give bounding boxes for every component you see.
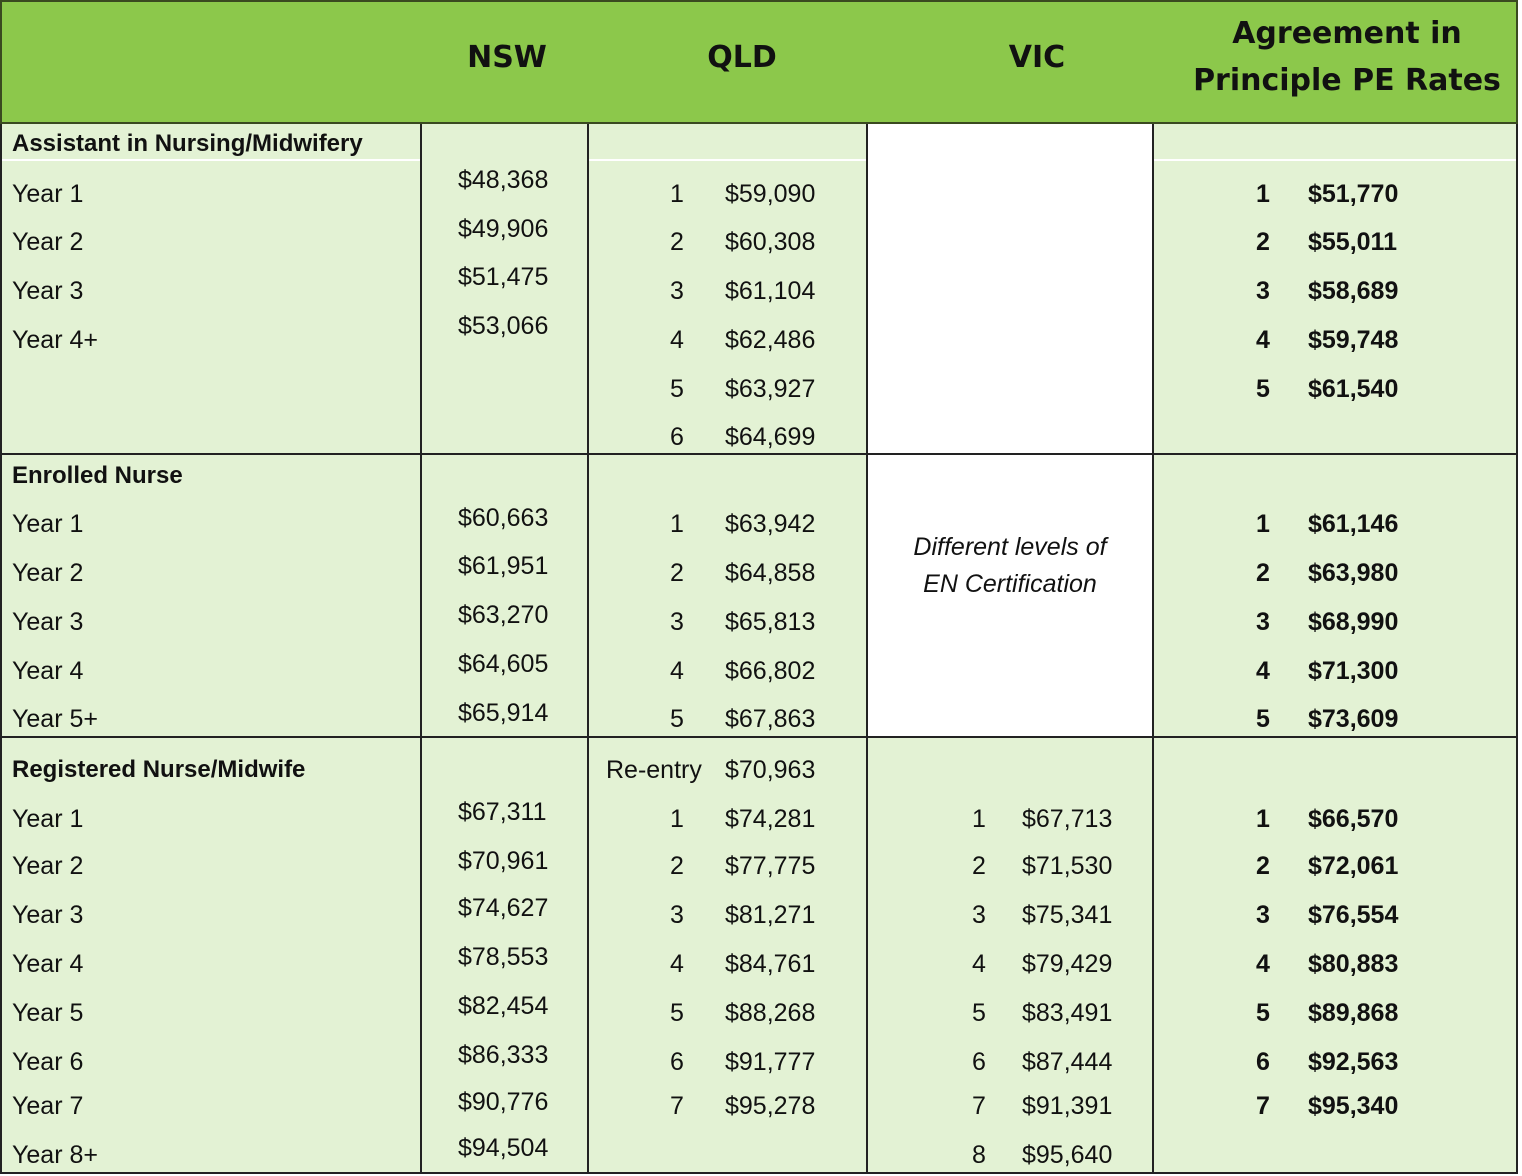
nsw-rate: $74,627 [458,894,549,922]
nsw-rate: $51,475 [458,263,549,291]
aip-rate: $63,980 [1308,559,1399,587]
nsw-rate: $53,066 [458,312,549,340]
aip-step: 2 [1256,228,1270,256]
grid-line [0,1172,1518,1174]
vic-step: 3 [972,901,986,929]
qld-rate: $84,761 [725,950,816,978]
aip-rate: $76,554 [1308,901,1399,929]
nsw-rate: $82,454 [458,992,549,1020]
grid-line [0,453,1518,455]
aip-rate: $61,146 [1308,510,1399,538]
aip-step: 4 [1256,950,1270,978]
grid-line [0,124,2,1174]
qld-rate: $77,775 [725,852,816,880]
grid-line [1152,124,1154,1174]
nsw-rate: $86,333 [458,1041,549,1069]
year-label: Year 4 [12,657,84,685]
year-label: Year 4 [12,950,84,978]
qld-rate: $64,858 [725,559,816,587]
aip-step: 5 [1256,705,1270,733]
vic-rate: $71,530 [1022,852,1113,880]
aip-step: 2 [1256,852,1270,880]
qld-rate: $81,271 [725,901,816,929]
qld-step: 7 [670,1092,684,1120]
section-title-rn: Registered Nurse/Midwife [12,756,306,783]
qld-step: 2 [670,228,684,256]
qld-step: 3 [670,608,684,636]
header-aip-line2: Principle PE Rates [1193,63,1501,98]
qld-step: 6 [670,423,684,451]
vic-rate: $75,341 [1022,901,1113,929]
aip-rate: $80,883 [1308,950,1399,978]
qld-rate: $64,699 [725,423,816,451]
header-qld: QLD [707,40,777,75]
year-label: Year 3 [12,901,84,929]
year-label: Year 3 [12,277,84,305]
vic-step: 2 [972,852,986,880]
qld-rate: $62,486 [725,326,816,354]
aip-step: 5 [1256,999,1270,1027]
qld-rate: $88,268 [725,999,816,1027]
vic-rate: $95,640 [1022,1141,1113,1169]
qld-step: 1 [670,510,684,538]
ain-title-separator-1 [0,159,420,161]
qld-reentry-label: Re-entry [606,756,702,784]
aip-step: 3 [1256,277,1270,305]
grid-line [587,124,589,1174]
nsw-rate: $94,504 [458,1134,549,1162]
vic-step: 7 [972,1092,986,1120]
qld-rate: $65,813 [725,608,816,636]
aip-rate: $73,609 [1308,705,1399,733]
year-label: Year 1 [12,180,84,208]
aip-rate: $71,300 [1308,657,1399,685]
year-label: Year 6 [12,1048,84,1076]
qld-step: 5 [670,999,684,1027]
nsw-rate: $65,914 [458,699,549,727]
vic-rate: $87,444 [1022,1048,1113,1076]
aip-step: 1 [1256,510,1270,538]
qld-reentry-rate: $70,963 [725,756,816,784]
vic-rate: $83,491 [1022,999,1113,1027]
nsw-rate: $64,605 [458,650,549,678]
aip-step: 4 [1256,326,1270,354]
vic-rate: $67,713 [1022,805,1113,833]
aip-rate: $68,990 [1308,608,1399,636]
grid-line [420,124,422,1174]
qld-rate: $74,281 [725,805,816,833]
vic-step: 8 [972,1141,986,1169]
year-label: Year 5+ [12,705,98,733]
aip-step: 6 [1256,1048,1270,1076]
qld-step: 2 [670,559,684,587]
aip-rate: $89,868 [1308,999,1399,1027]
year-label: Year 2 [12,228,84,256]
year-label: Year 8+ [12,1141,98,1169]
qld-step: 3 [670,901,684,929]
qld-rate: $61,104 [725,277,816,305]
qld-step: 1 [670,805,684,833]
table-header [0,0,1518,124]
vic-step: 1 [972,805,986,833]
year-label: Year 3 [12,608,84,636]
vic-step: 6 [972,1048,986,1076]
nsw-rate: $60,663 [458,504,549,532]
grid-line [0,736,1518,738]
qld-rate: $66,802 [725,657,816,685]
aip-step: 1 [1256,805,1270,833]
year-label: Year 4+ [12,326,98,354]
qld-step: 6 [670,1048,684,1076]
year-label: Year 1 [12,805,84,833]
qld-step: 5 [670,705,684,733]
aip-rate: $55,011 [1308,228,1397,256]
aip-rate: $92,563 [1308,1048,1399,1076]
aip-rate: $61,540 [1308,375,1399,403]
year-label: Year 1 [12,510,84,538]
nsw-rate: $67,311 [458,798,547,826]
aip-step: 3 [1256,608,1270,636]
section-title-en: Enrolled Nurse [12,462,183,489]
vic-step: 5 [972,999,986,1027]
nsw-rate: $78,553 [458,943,549,971]
vic-empty-ain [867,124,1152,454]
qld-step: 3 [670,277,684,305]
aip-step: 3 [1256,901,1270,929]
qld-step: 4 [670,326,684,354]
aip-rate: $51,770 [1308,180,1399,208]
year-label: Year 7 [12,1092,84,1120]
aip-step: 1 [1256,180,1270,208]
aip-rate: $66,570 [1308,805,1399,833]
ain-title-separator-2 [589,159,867,161]
nsw-rate: $63,270 [458,601,549,629]
year-label: Year 2 [12,852,84,880]
aip-rate: $72,061 [1308,852,1399,880]
grid-line [1516,124,1518,1174]
grid-line [866,124,868,1174]
header-nsw: NSW [467,40,547,75]
vic-rate: $91,391 [1022,1092,1113,1120]
qld-step: 5 [670,375,684,403]
qld-rate: $63,942 [725,510,816,538]
vic-en-note-line2: EN Certification [923,570,1097,598]
header-vic: VIC [1008,40,1066,75]
aip-rate: $59,748 [1308,326,1399,354]
ain-title-separator-3 [1154,159,1518,161]
qld-rate: $67,863 [725,705,816,733]
qld-rate: $63,927 [725,375,816,403]
nsw-rate: $90,776 [458,1088,549,1116]
aip-step: 5 [1256,375,1270,403]
section-title-ain: Assistant in Nursing/Midwifery [12,130,363,157]
aip-step: 4 [1256,657,1270,685]
nsw-rate: $49,906 [458,215,549,243]
aip-step: 2 [1256,559,1270,587]
qld-rate: $91,777 [725,1048,816,1076]
aip-rate: $95,340 [1308,1092,1399,1120]
nsw-rate: $61,951 [458,552,549,580]
qld-rate: $95,278 [725,1092,816,1120]
qld-step: 4 [670,657,684,685]
qld-step: 2 [670,852,684,880]
year-label: Year 2 [12,559,84,587]
section-en [0,454,1518,737]
qld-rate: $59,090 [725,180,816,208]
year-label: Year 5 [12,999,84,1027]
header-aip-line1: Agreement in [1232,16,1462,51]
qld-step: 1 [670,180,684,208]
qld-step: 4 [670,950,684,978]
vic-step: 4 [972,950,986,978]
nsw-rate: $48,368 [458,166,549,194]
vic-en-note-line1: Different levels of [913,533,1107,561]
vic-rate: $79,429 [1022,950,1113,978]
aip-step: 7 [1256,1092,1270,1120]
qld-rate: $60,308 [725,228,816,256]
aip-rate: $58,689 [1308,277,1399,305]
nsw-rate: $70,961 [458,847,549,875]
